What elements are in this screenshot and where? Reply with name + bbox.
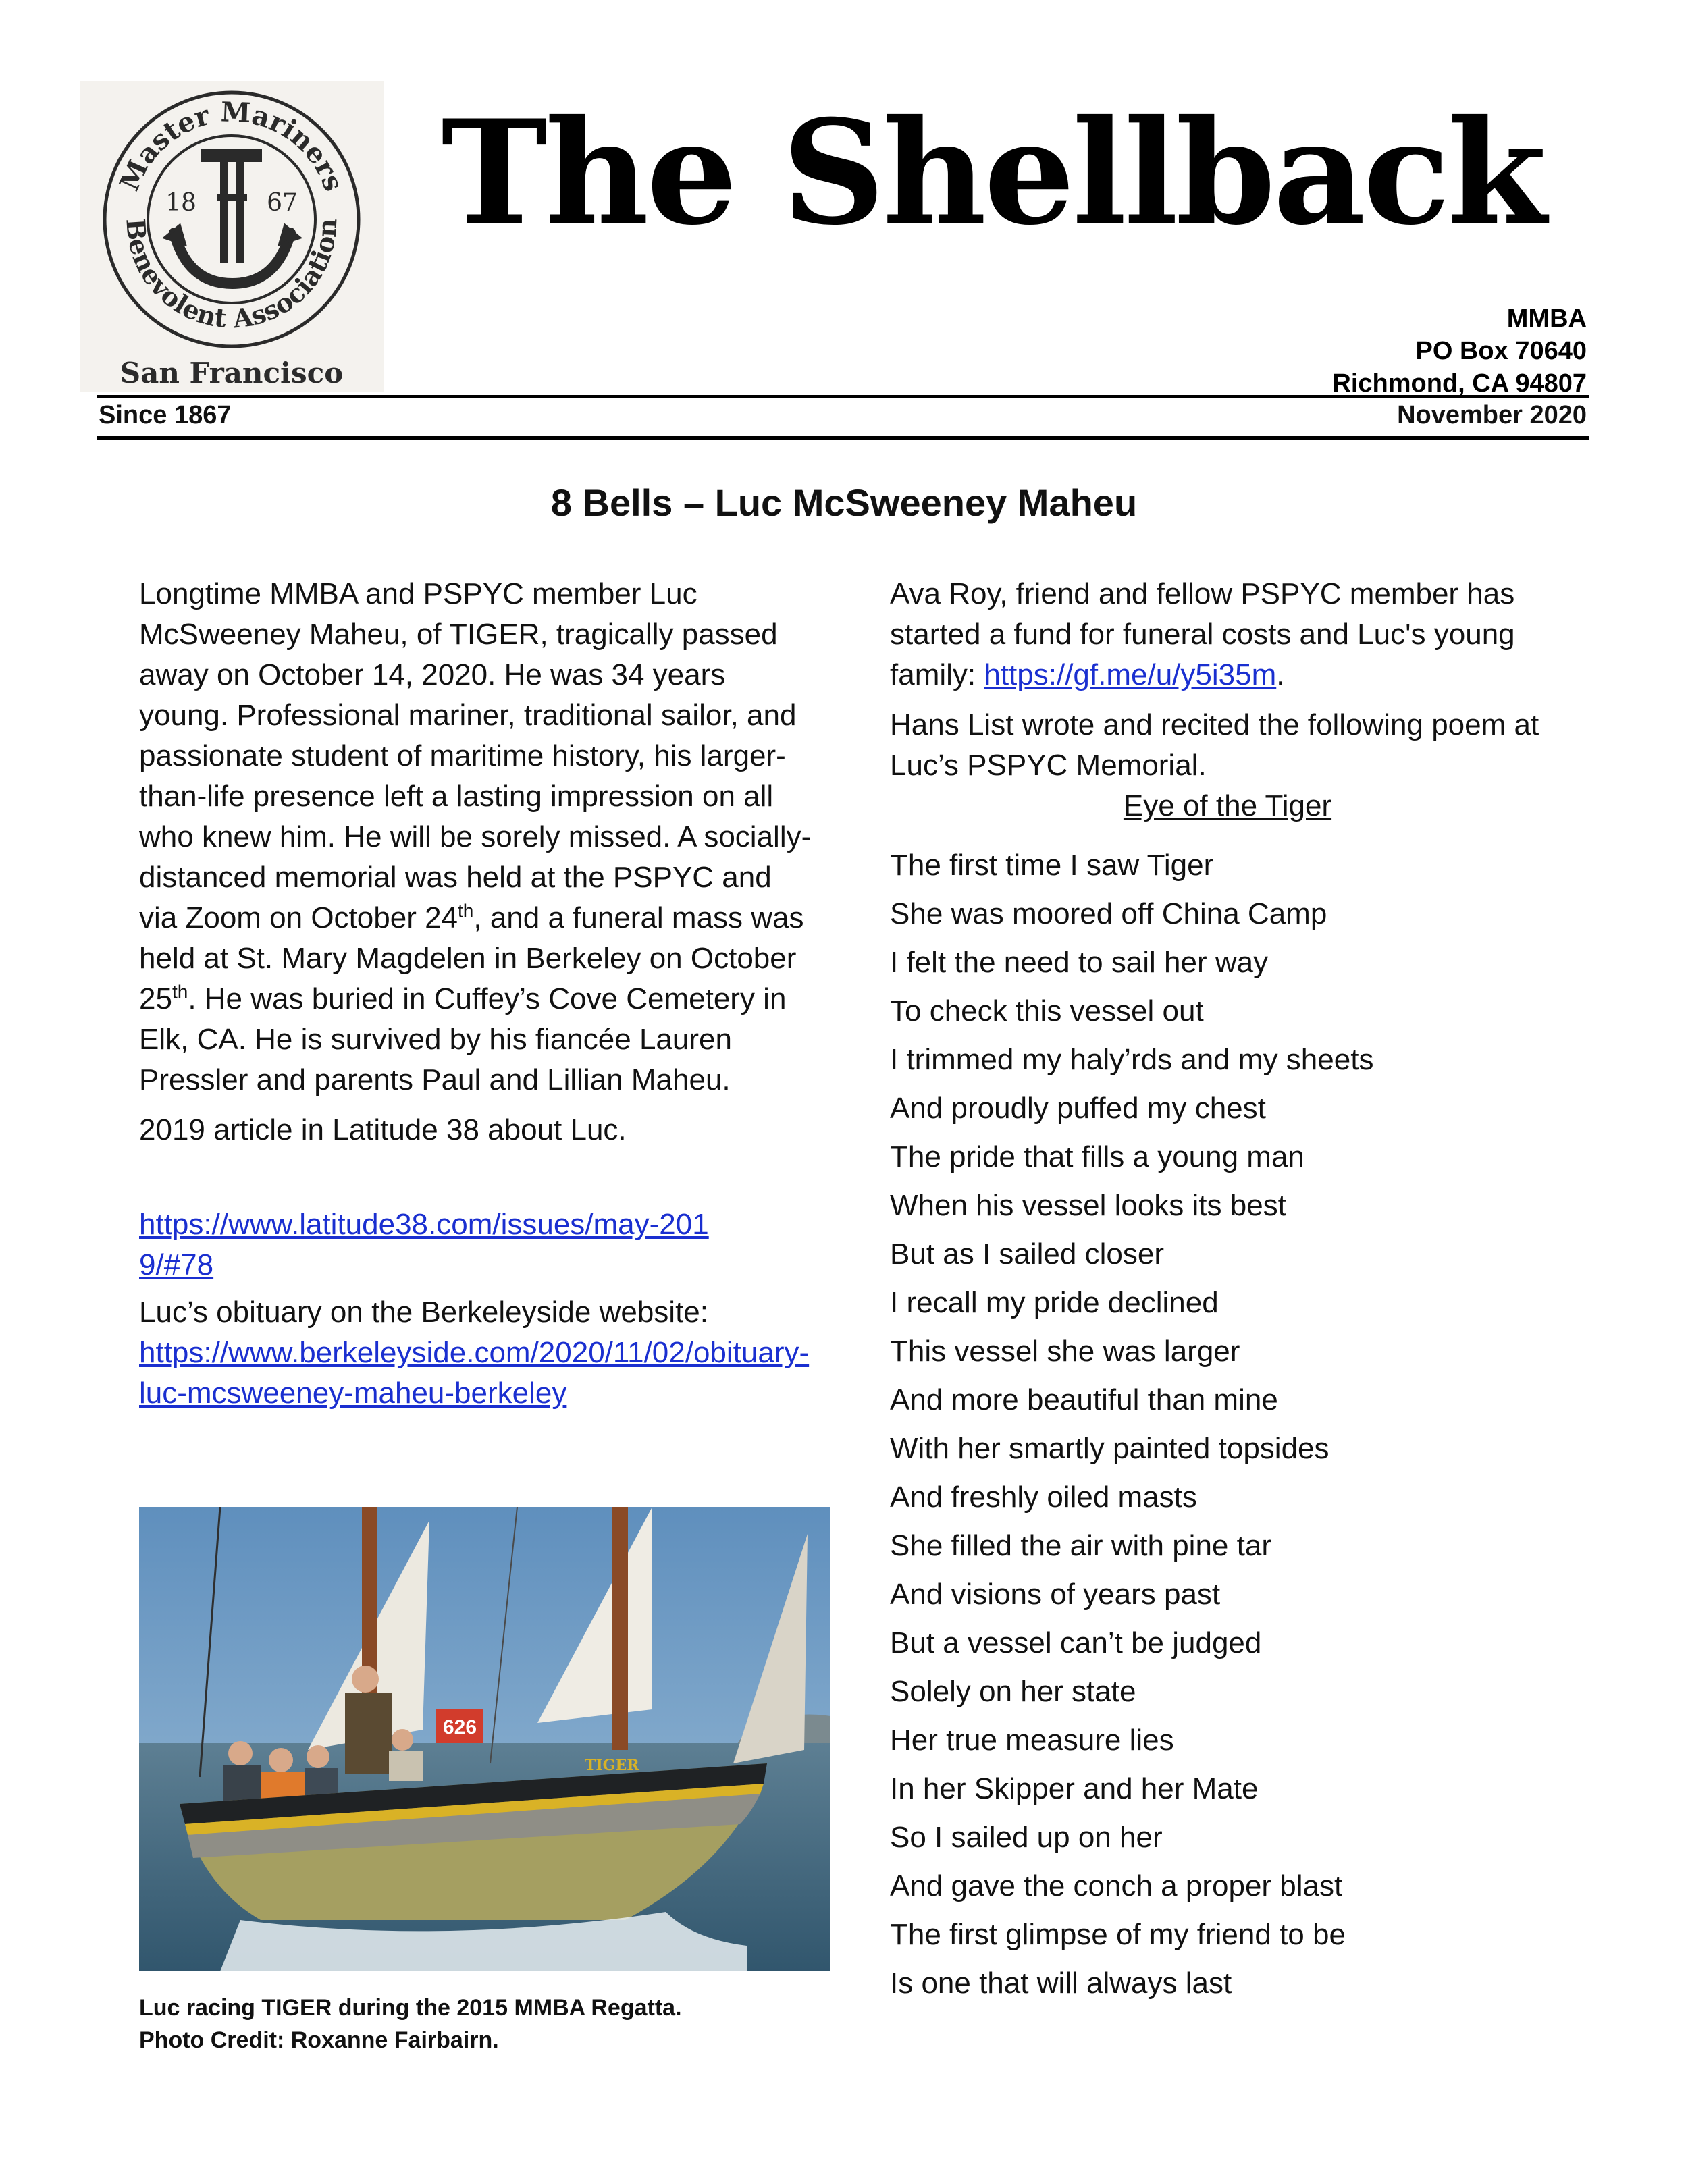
mmba-seal-logo <box>80 81 384 392</box>
tiger-schooner-photo <box>139 1507 830 1971</box>
caption-line: Luc racing TIGER during the 2015 MMBA Regatta. <box>139 1995 682 2021</box>
svg-text:Master Mariners <box>113 96 350 195</box>
latitude38-link[interactable]: https://www.latitude38.com/issues/may-2019/#78 <box>139 1208 709 1281</box>
poem-line: This vessel she was larger <box>890 1335 1240 1368</box>
poem-line: But as I sailed closer <box>890 1237 1164 1271</box>
latitude-note: 2019 article in Latitude 38 about Luc. <box>139 1113 627 1146</box>
mailing-address <box>1332 302 1587 400</box>
poem-line: When his vessel looks its best <box>890 1189 1286 1222</box>
poem-line: And freshly oiled masts <box>890 1481 1197 1514</box>
address-line: Richmond, CA 94807 <box>1332 369 1587 398</box>
sail-number: 626 <box>442 1716 477 1738</box>
poem-line: The first glimpse of my friend to be <box>890 1918 1346 1951</box>
poem-line: She was moored off China Camp <box>890 897 1327 930</box>
poem-line: I felt the need to sail her way <box>890 946 1269 979</box>
poem-line: I trimmed my haly’rds and my sheets <box>890 1043 1374 1076</box>
masthead-rule-bottom <box>97 436 1589 440</box>
seal-city: San Francisco <box>120 356 344 390</box>
poem-line: Is one that will always last <box>890 1967 1232 2000</box>
poem-line: And gave the conch a proper blast <box>890 1869 1343 1902</box>
photo-caption <box>139 1992 682 2056</box>
poem-line: But a vessel can’t be judged <box>890 1626 1262 1659</box>
poem-title: Eye of the Tiger <box>1123 789 1332 822</box>
svg-text:Benevolent Association <box>120 217 342 334</box>
poem-line: And visions of years past <box>890 1578 1221 1611</box>
poem-line: And proudly puffed my chest <box>890 1092 1266 1125</box>
poem-line: The pride that fills a young man <box>890 1140 1304 1173</box>
article-headline: 8 Bells – Luc McSweeney Maheu <box>550 481 1138 524</box>
fund-link[interactable]: https://gf.me/u/y5i35m <box>984 658 1277 691</box>
obituary-paragraph: Longtime MMBA and PSPYC member Luc McSweeney Maheu, of TIGER, tragically passed away on October 14, 2020. He was 34 years young. Professional mariner, traditional sailor, and passionate student of maritime history, his larger-than-life presence left a lasting impression on all who knew him. He will be sorely missed. A socially-distanced memorial was held at the PSPYC and via Zoom on October 24th, and a funeral mass was held at St. Mary Magdelen in Berkeley on October 25th. He was buried in Cuffey’s Cove Cemetery in Elk, CA. He is survived by his fiancée Lauren Pressler and parents Paul and Lillian Maheu. <box>139 577 812 1096</box>
poem-line: Her true measure lies <box>890 1724 1174 1757</box>
poem-line: So I sailed up on her <box>890 1821 1163 1854</box>
poem-line: The first time I saw Tiger <box>890 849 1214 882</box>
poem-line: With her smartly painted topsides <box>890 1432 1329 1465</box>
seal-text-bottom: Benevolent Association <box>120 217 343 334</box>
right-column <box>890 574 1565 2008</box>
poem-line: In her Skipper and her Mate <box>890 1772 1259 1805</box>
since-label: Since 1867 <box>99 401 232 429</box>
left-column <box>139 574 814 1414</box>
fund-paragraph: Ava Roy, friend and fellow PSPYC member has started a fund for funeral costs and Luc's young family: https://gf.me/u/y5i35m. <box>890 577 1515 691</box>
hull-name: TIGER <box>585 1757 639 1774</box>
caption-credit: Photo Credit: Roxanne Fairbairn. <box>139 2027 499 2053</box>
poem-line: I recall my pride declined <box>890 1286 1219 1319</box>
seal-text-top: Master Mariners <box>113 96 350 196</box>
newsletter-title: The Shellback <box>441 88 1544 257</box>
issue-date: November 2020 <box>1397 401 1587 429</box>
address-line: PO Box 70640 <box>1415 337 1587 365</box>
poem-line: And more beautiful than mine <box>890 1383 1278 1416</box>
poem-line: She filled the air with pine tar <box>890 1529 1271 1562</box>
address-line: MMBA <box>1506 304 1587 333</box>
poem-line: Solely on her state <box>890 1675 1136 1708</box>
seal-year-right: 67 <box>267 189 298 217</box>
poem-line: To check this vessel out <box>890 994 1204 1028</box>
obituary-site-note: Luc’s obituary on the Berkeleyside website: <box>139 1296 709 1329</box>
poem-intro: Hans List wrote and recited the following poem at Luc’s PSPYC Memorial. <box>890 708 1539 782</box>
poem <box>890 841 1565 2008</box>
berkeleyside-link[interactable]: https://www.berkeleyside.com/2020/11/02/obituary-luc-mcsweeney-maheu-berkeley <box>139 1336 810 1410</box>
seal-year-left: 18 <box>165 189 196 217</box>
masthead-rule-top <box>97 395 1589 398</box>
